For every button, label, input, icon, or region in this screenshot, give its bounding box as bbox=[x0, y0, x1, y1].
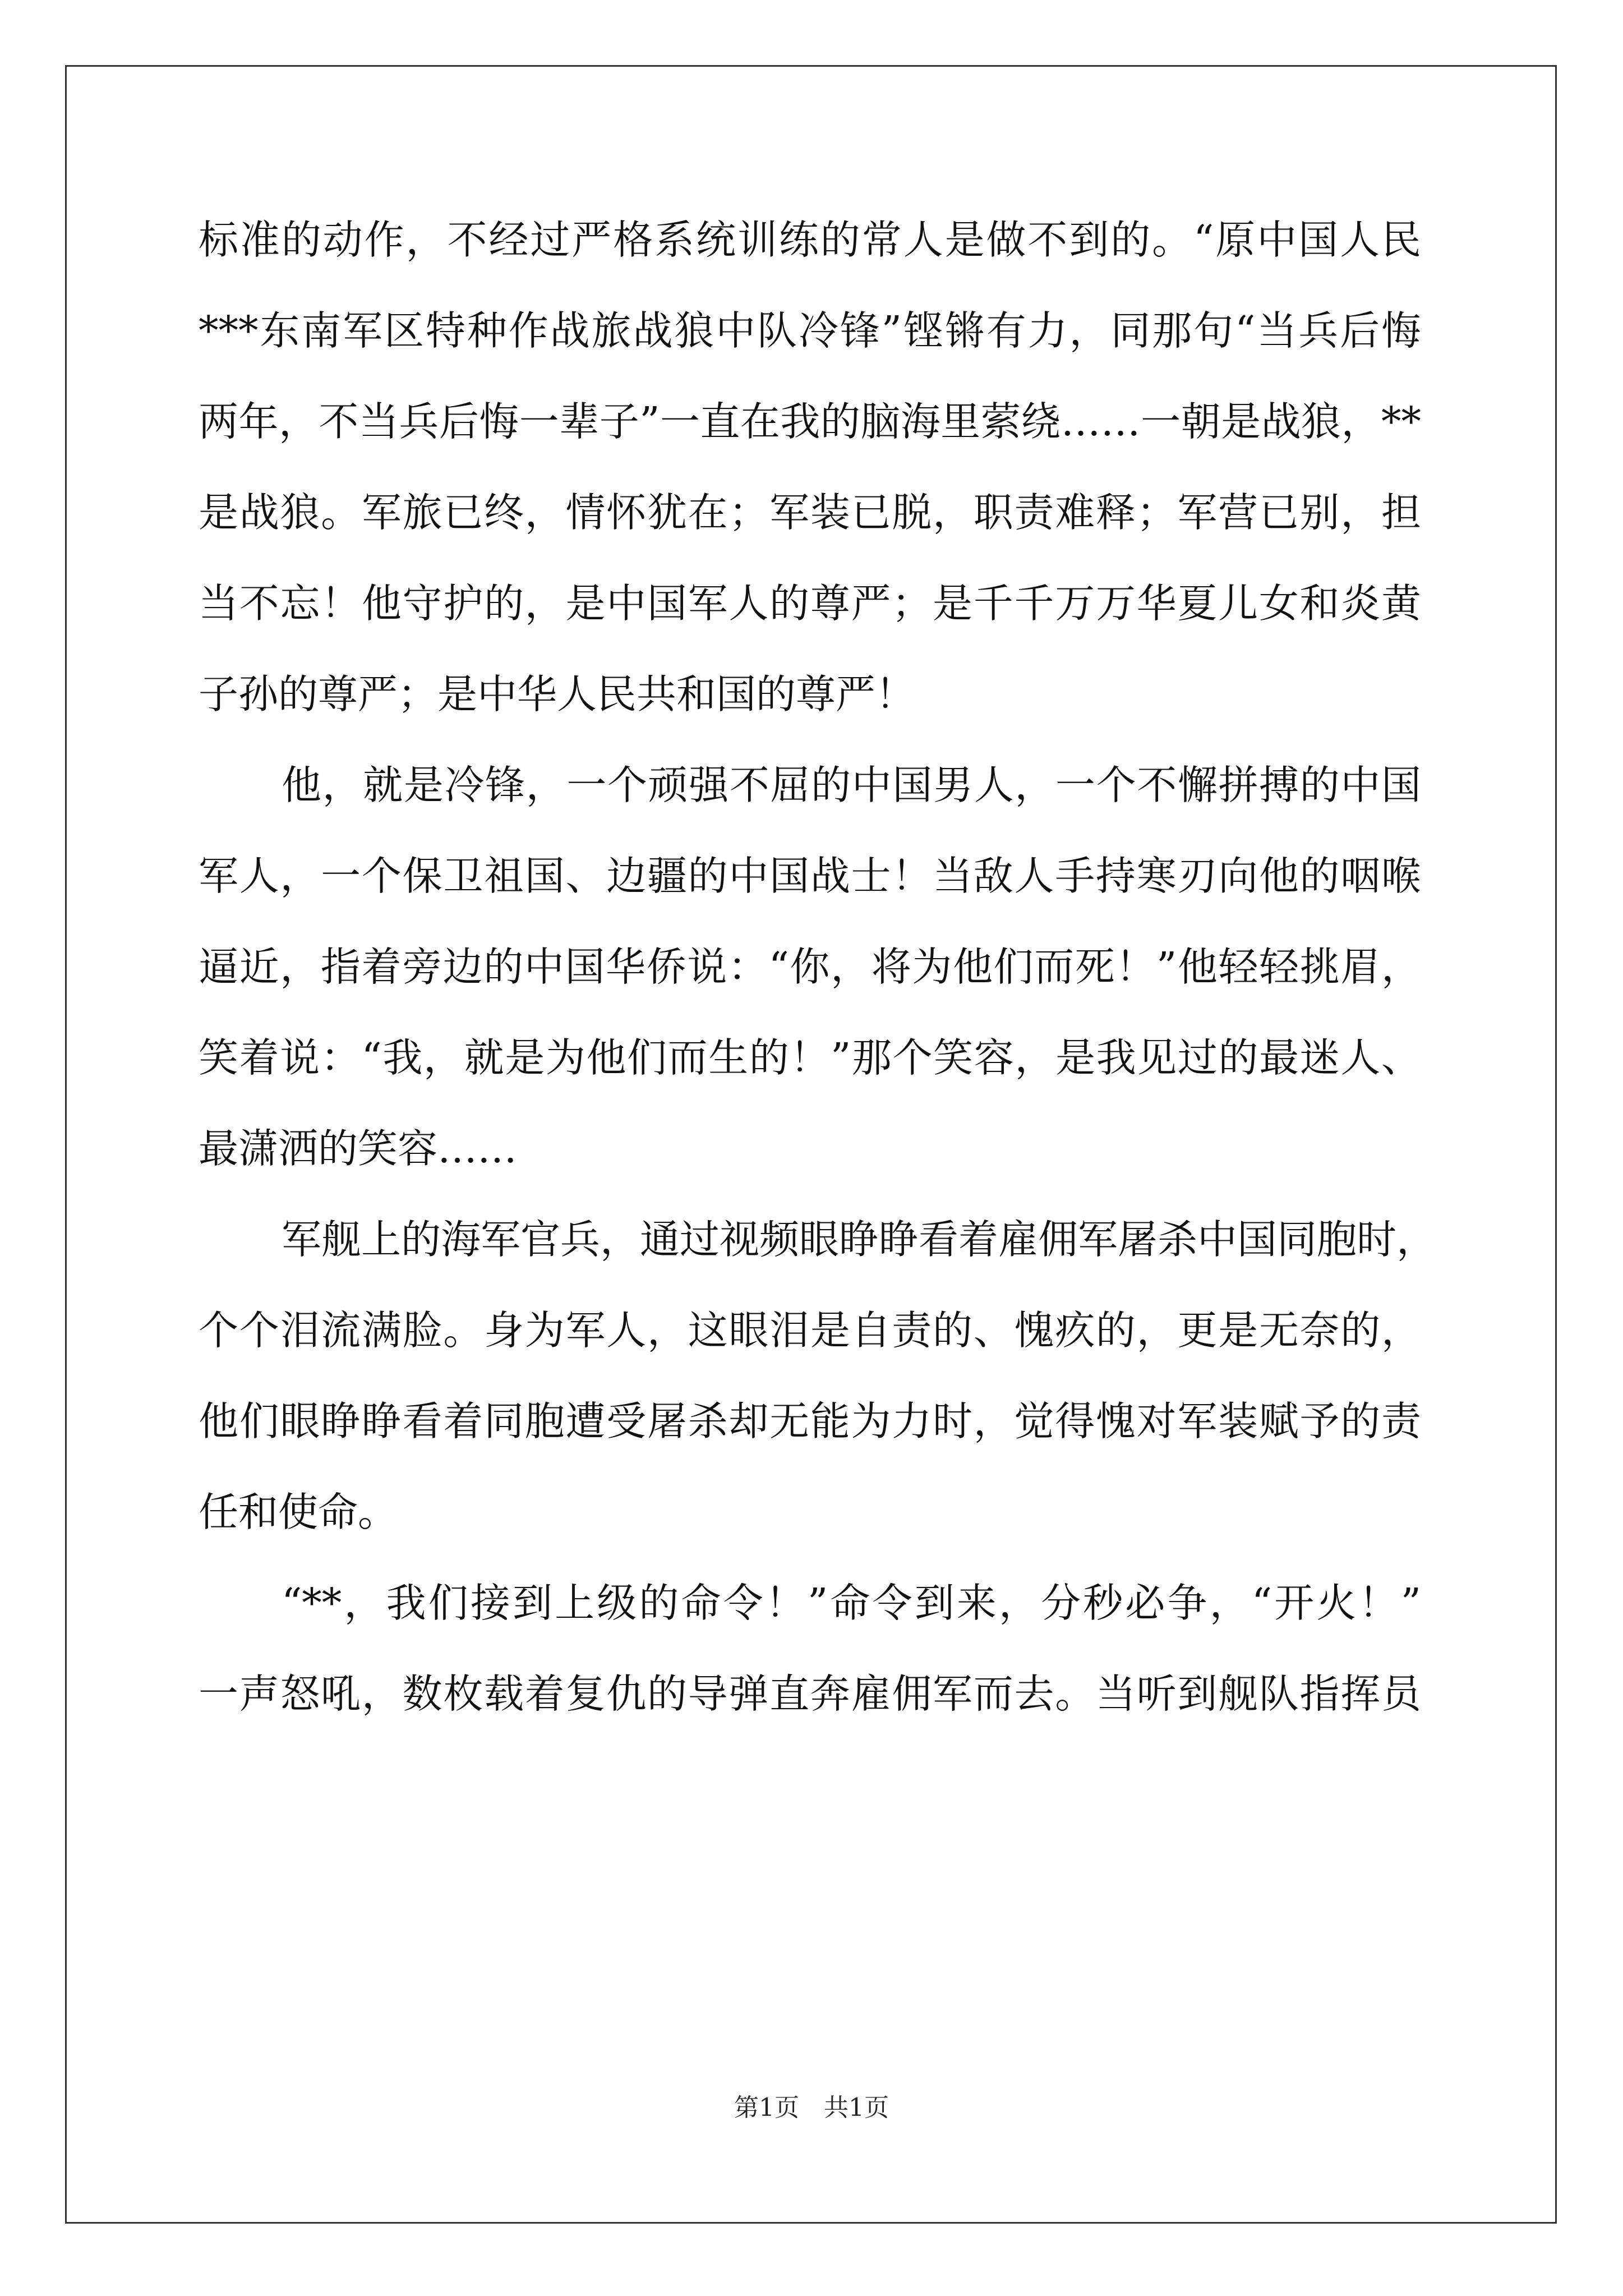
text-line: 是战狼。军旅已终，情怀犹在；军装已脱，职责难释；军营已别，担 bbox=[199, 489, 1421, 536]
text-line: 两年，不当兵后悔一辈子”一直在我的脑海里萦绕……一朝是战狼，** bbox=[199, 398, 1421, 445]
text-line: 军人，一个保卫祖国、边疆的中国战士！当敌人手持寒刃向他的咽喉 bbox=[199, 853, 1421, 899]
document-body bbox=[199, 212, 1437, 1757]
text-line: 个个泪流满脸。身为军人，这眼泪是自责的、愧疚的，更是无奈的， bbox=[199, 1307, 1421, 1354]
text-line: 最潇洒的笑容…… bbox=[199, 1125, 518, 1172]
text-line: 军舰上的海军官兵，通过视频眼睁睁看着雇佣军屠杀中国同胞时， bbox=[282, 1216, 1437, 1263]
text-line: 一声怒吼，数枚载着复仇的导弹直奔雇佣军而去。当听到舰队指挥员 bbox=[199, 1671, 1421, 1717]
text-line: 笑着说：“我，就是为他们而生的！”那个笑容，是我见过的最迷人、 bbox=[199, 1034, 1421, 1081]
text-line: 他，就是冷锋，一个顽强不屈的中国男人，一个不懈拼搏的中国 bbox=[282, 762, 1421, 808]
text-line: ***东南军区特种作战旅战狼中队冷锋”铿锵有力，同那句“当兵后悔 bbox=[199, 307, 1421, 354]
text-line: “**，我们接到上级的命令！”命令到来，分秒必争，“开火！” bbox=[282, 1580, 1421, 1626]
page-footer: 第1页 共1页 bbox=[734, 2093, 889, 2122]
text-line: 子孙的尊严；是中华人民共和国的尊严！ bbox=[199, 671, 916, 717]
text-line: 当不忘！他守护的，是中国军人的尊严；是千千万万华夏儿女和炎黄 bbox=[199, 580, 1421, 627]
text-line: 他们眼睁睁看着同胞遭受屠杀却无能为力时，觉得愧对军装赋予的责 bbox=[199, 1398, 1421, 1444]
text-line: 逼近，指着旁边的中国华侨说：“你，将为他们而死！”他轻轻挑眉， bbox=[199, 944, 1421, 990]
text-line: 任和使命。 bbox=[199, 1489, 398, 1535]
text-line: 标准的动作，不经过严格系统训练的常人是做不到的。“原中国人民 bbox=[199, 217, 1421, 263]
